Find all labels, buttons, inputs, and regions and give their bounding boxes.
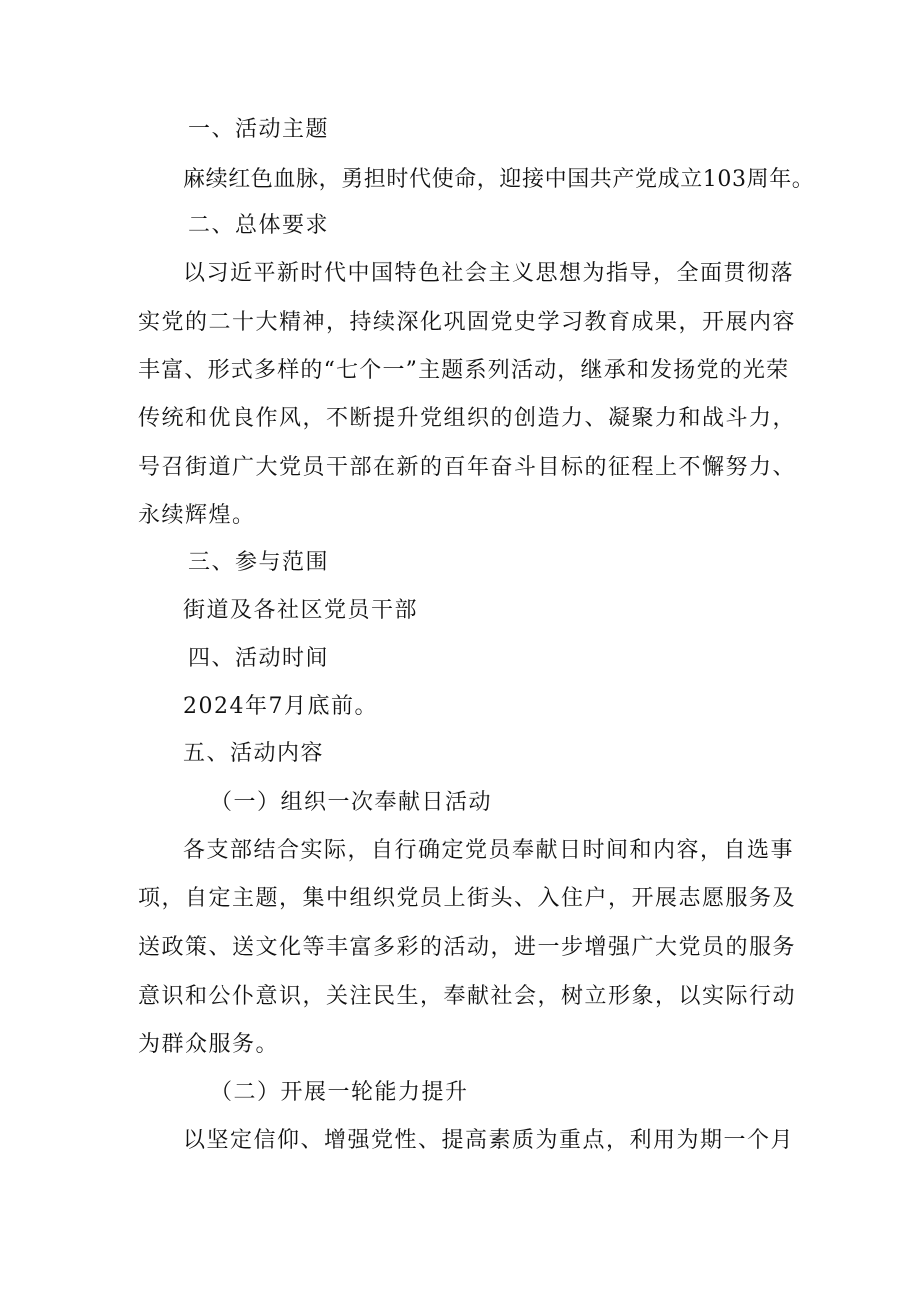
subsection-heading-dedication-day: （一）组织一次奉献日活动	[210, 790, 493, 815]
section-heading-scope: 三、参与范围	[188, 550, 330, 575]
section-body-theme: 麻续红色血脉，勇担时代使命，迎接中国共产党成立103周年。	[183, 167, 815, 192]
section-heading-theme: 一、活动主题	[188, 117, 330, 142]
section-body-scope: 街道及各社区党员干部	[183, 598, 419, 623]
paragraph-line: 传统和优良作风，不断提升党组织的创造力、凝聚力和战斗力，	[138, 406, 797, 431]
subsection-heading-capability: （二）开展一轮能力提升	[210, 1080, 469, 1105]
section-body-time: 2024年7月底前。	[183, 694, 378, 719]
section-heading-time: 四、活动时间	[188, 646, 330, 671]
paragraph-line: 为群众服务。	[138, 1032, 280, 1057]
paragraph-line: 实党的二十大精神，持续深化巩固党史学习教育成果，开展内容	[138, 310, 797, 335]
paragraph-line: 号召街道广大党员干部在新的百年奋斗目标的征程上不懈努力、	[138, 455, 797, 480]
section-heading-requirements: 二、总体要求	[188, 213, 330, 238]
paragraph-line: 意识和公仆意识，关注民生，奉献社会，树立形象，以实际行动	[138, 984, 797, 1009]
paragraph-line: 以习近平新时代中国特色社会主义思想为指导，全面贯彻落	[183, 261, 795, 286]
paragraph-line: 以坚定信仰、增强党性、提高素质为重点，利用为期一个月	[183, 1128, 795, 1153]
paragraph-line: 丰富、形式多样的“七个一”主题系列活动，继承和发扬党的光荣	[138, 358, 790, 383]
paragraph-line: 永续辉煌。	[138, 503, 256, 528]
paragraph-line: 项，自定主题，集中组织党员上街头、入住户，开展志愿服务及	[138, 886, 797, 911]
section-heading-content: 五、活动内容	[183, 741, 325, 766]
paragraph-line: 送政策、送文化等丰富多彩的活动，进一步增强广大党员的服务	[138, 935, 797, 960]
paragraph-line: 各支部结合实际，自行确定党员奉献日时间和内容，自选事	[183, 838, 795, 863]
